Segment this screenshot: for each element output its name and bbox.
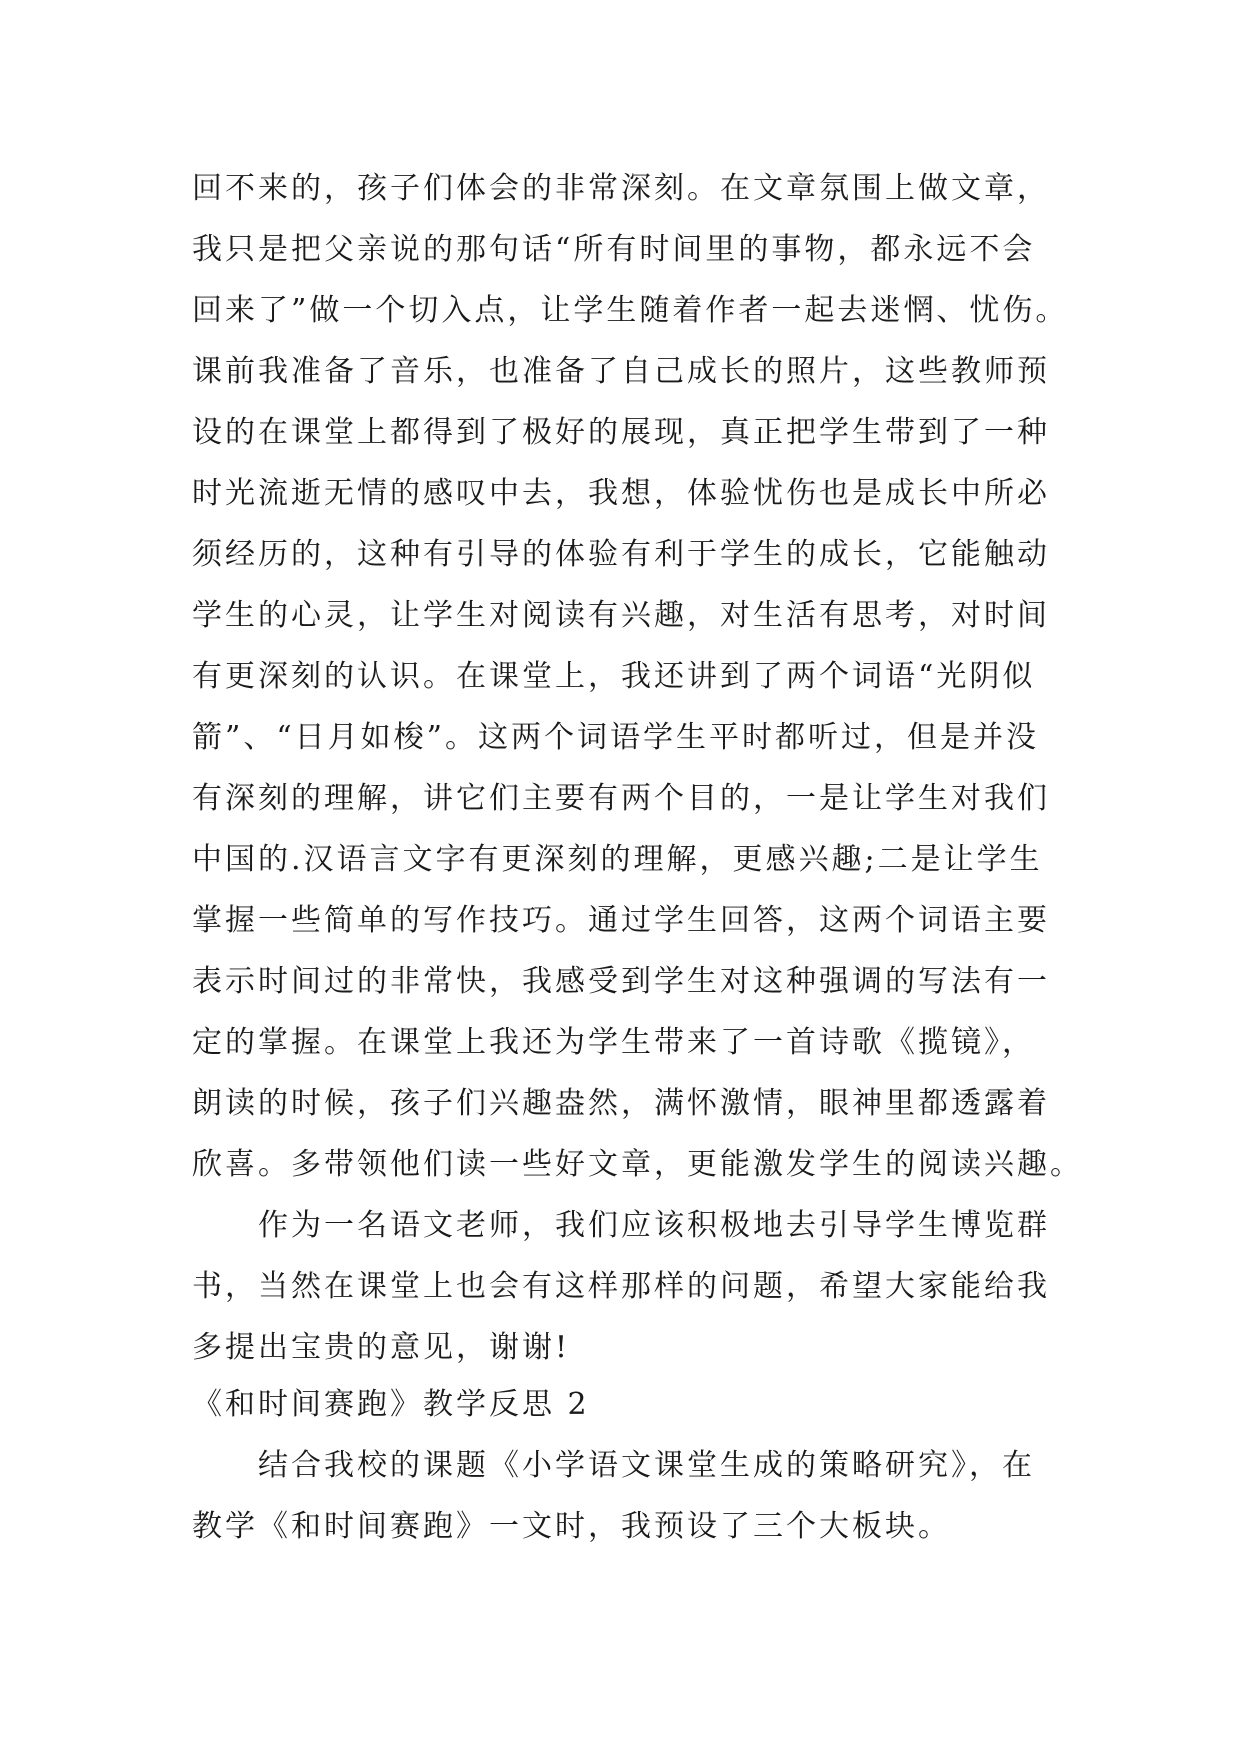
text-line: 结合我校的课题《小学语文课堂生成的策略研究》，在 xyxy=(258,1448,1035,1483)
text-line: 欣喜。多带领他们读一些好文章，更能激发学生的阅读兴趣。 xyxy=(192,1147,1083,1182)
text-line: 须经历的，这种有引导的体验有利于学生的成长，它能触动 xyxy=(192,537,1050,572)
text-line: 有深刻的理解，讲它们主要有两个目的，一是让学生对我们 xyxy=(192,781,1050,816)
text-line: 表示时间过的非常快，我感受到学生对这种强调的写法有一 xyxy=(192,964,1050,999)
text-line: 中国的.汉语言文字有更深刻的理解，更感兴趣;二是让学生 xyxy=(192,842,1043,877)
text-line: 朗读的时候，孩子们兴趣盎然，满怀激情，眼神里都透露着 xyxy=(192,1086,1050,1121)
section-heading: 《和时间赛跑》教学反思 2 xyxy=(192,1387,590,1422)
text-line: 学生的心灵，让学生对阅读有兴趣，对生活有思考，对时间 xyxy=(192,598,1050,633)
text-line: 时光流逝无情的感叹中去，我想，体验忧伤也是成长中所必 xyxy=(192,476,1050,511)
text-line: 作为一名语文老师，我们应该积极地去引导学生博览群 xyxy=(258,1208,1050,1243)
body-text-bottom xyxy=(192,1374,1072,1557)
text-line: 教学《和时间赛跑》一文时，我预设了三个大板块。 xyxy=(192,1509,951,1544)
text-line: 设的在课堂上都得到了极好的展现，真正把学生带到了一种 xyxy=(192,415,1050,450)
text-line: 回来了”做一个切入点，让学生随着作者一起去迷惘、忧伤。 xyxy=(192,293,1069,328)
text-line: 课前我准备了音乐，也准备了自己成长的照片，这些教师预 xyxy=(192,354,1050,389)
text-line: 书，当然在课堂上也会有这样那样的问题，希望大家能给我 xyxy=(192,1269,1050,1304)
text-line: 回不来的，孩子们体会的非常深刻。在文章氛围上做文章， xyxy=(192,171,1050,206)
text-line: 我只是把父亲说的那句话“所有时间里的事物，都永远不会 xyxy=(192,232,1036,267)
body-text-top xyxy=(192,158,1083,1378)
text-line: 定的掌握。在课堂上我还为学生带来了一首诗歌《揽镜》， xyxy=(192,1025,1035,1060)
text-line: 箭”、“日月如梭”。这两个词语学生平时都听过，但是并没 xyxy=(192,720,1040,755)
text-line: 掌握一些简单的写作技巧。通过学生回答，这两个词语主要 xyxy=(192,903,1050,938)
text-line: 多提出宝贵的意见，谢谢! xyxy=(192,1330,571,1365)
text-line: 有更深刻的认识。在课堂上，我还讲到了两个词语“光阴似 xyxy=(192,659,1036,694)
